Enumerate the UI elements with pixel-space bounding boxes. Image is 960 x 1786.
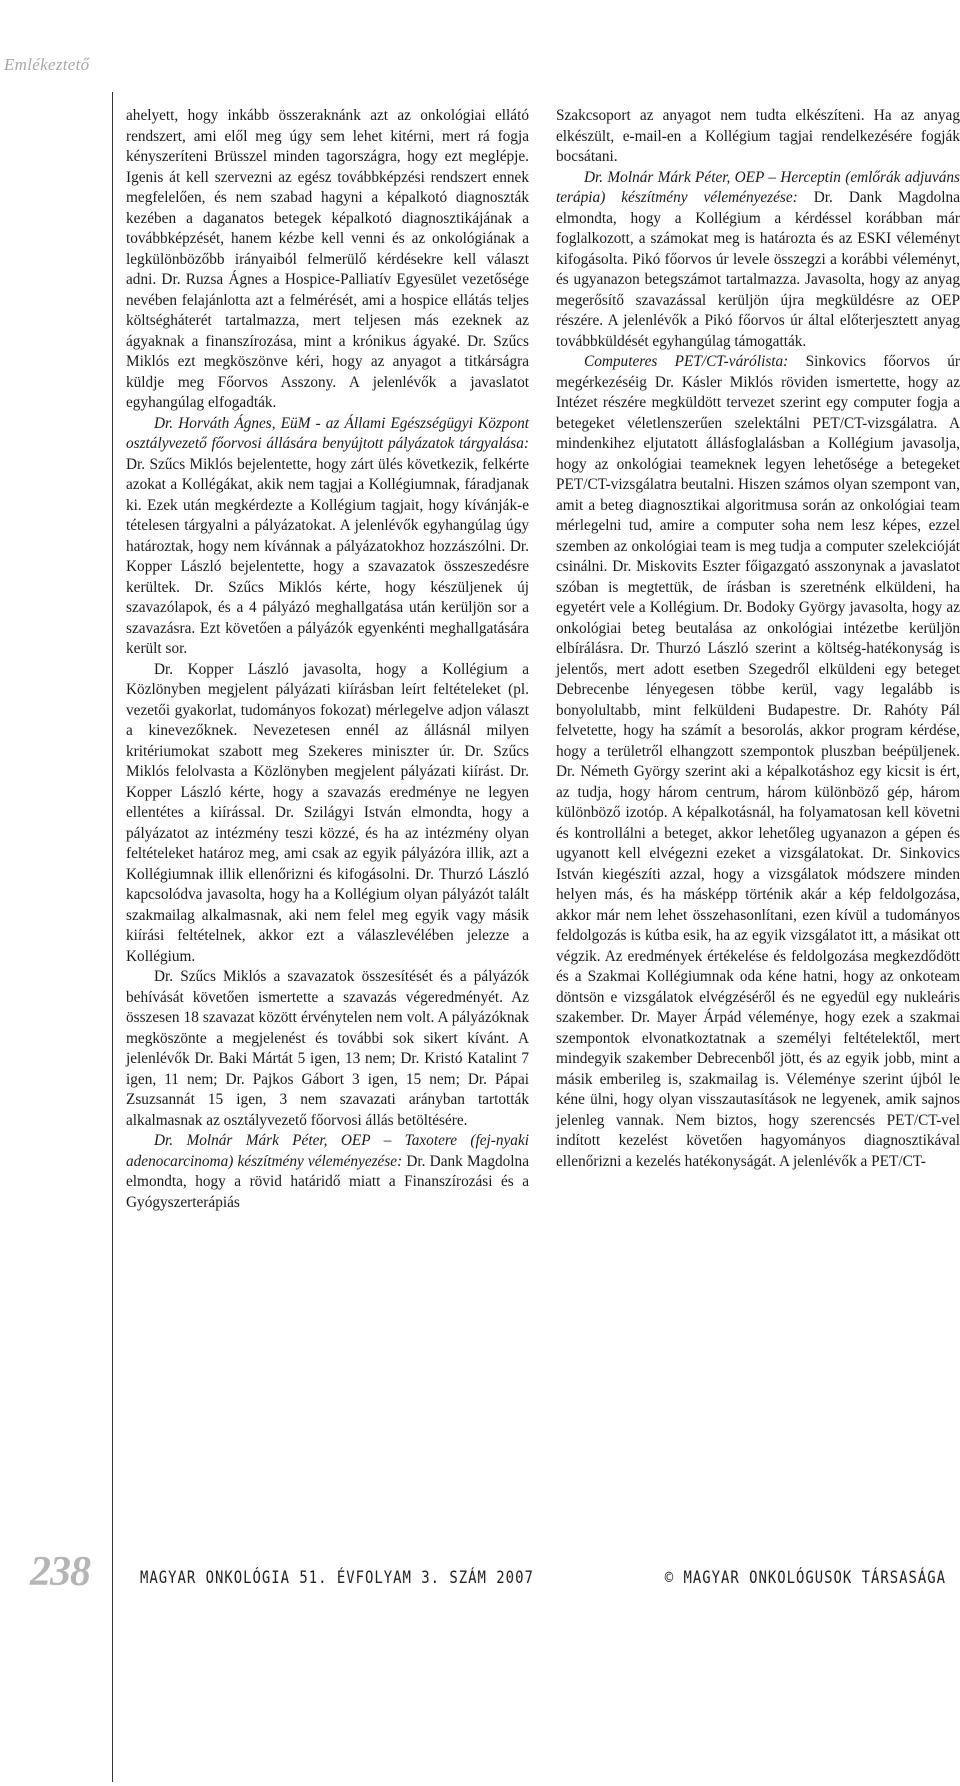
paragraph-text: Dr. Dank Magdolna elmondta, hogy a Kollégium a kérdéssel korábban már foglalkozott, a számokat meg is határozta és az ESKI véleményt kifogásolta. Pikó főorvos úr levele összegzi a korábbi véleményt, és ugyanazon betegszámot tartalmazza. Javasolta, hogy az anyag megerősítő szavazással kerüljön újra megküldésre az OEP részére. A jelenlévők a Pikó főorvos úr által előterjesztett anyag továbbküldését egyhangúlag támogatták. <box>556 189 960 350</box>
paragraph-text: Dr. Szűcs Miklós a szavazatok összesítését és a pályázók behívását követően ismertette a szavazás végeredményét. Az összesen 18 szavazat között érvénytelen nem volt. A pályázóknak megköszönte a megjelenést és további sok sikert kívánt. A jelenlévők Dr. Baki Mártát 5 igen, 13 nem; Dr. Kristó Katalint 7 igen, 11 nem; Dr. Pajkos Gábort 3 igen, 15 nem; Dr. Pápai Zsuzsannát 15 igen, 3 nem szavazati arányban tartották alkalmasnak az osztályvezető főorvosi állás betöltésére. <box>126 968 529 1129</box>
paragraph <box>126 660 529 968</box>
agenda-item-heading: Dr. Horváth Ágnes, EüM - az Állami Egészségügyi Központ osztályvezető főorvosi állására benyújtott pályázatok tárgyalása: <box>126 414 529 452</box>
paragraph-text: ahelyett, hogy inkább összeraknánk azt az onkológiai ellátó rendszert, ami elől meg úgy sem lehet kitérni, mert rá fogja kényszeríteni Brüsszel minden tagországra, hogy ezt meglépje. Igenis át kell szervezni az egész továbbképzési rendszert ennek megfelelően, és nem szabad hagyni a képalkotó diagnoszták kezében a daganatos betegek képalkotó diagnosztikájának a továbbképzését, hanem kézbe kell venni és az onkológiának a legkülönbözőbb irányaiból felmerülő kérdésekre kell választ adni. Dr. Ruzsa Ágnes a Hospice-Palliatív Egyesület vezetősége nevében felajánlotta azt a felmérését, ami a hospice ellátás teljes költségháterét tartalmazza, mert teljesen más ezeknek az ágyaknak a finanszírozása, mint a krónikus ágyaké. Dr. Szűcs Miklós ezt megköszönve kéri, hogy az anyagot a titkárságra küldje meg Főorvos Asszony. A jelenlévők a javaslatot egyhangúlag elfogadták. <box>126 107 529 411</box>
paragraph <box>126 414 529 660</box>
paragraph-text: Dr. Kopper László javasolta, hogy a Kollégium a Közlönyben megjelent pályázati kiírásban leírt feltételeket (pl. vezetői gyakorlat, tudományos fokozat) mérlegelve adjon választ a kinevezőknek. Nevezetesen ennél az állásnál milyen kritériumokat szabott meg Szekeres miniszter úr. Dr. Szűcs Miklós felolvasta a Közlönyben megjelent pályázati kiírást. Dr. Kopper László kérte, hogy a szavazás eredménye ne legyen ellentétes a kiírással. Dr. Szilágyi István elmondta, hogy a pályázatot az intézmény teszi közzé, és ha az intézmény olyan feltételeket határoz meg, ami csak az egyik pályázóra illik, azt a Kollégiumnak illik ellenőrizni és kifogásolni. Dr. Thurzó László kapcsolódva javasolta, hogy ha a Kollégium olyan pályázót talált szakmailag alkalmasnak, aki nem felel meg egyik vagy másik kiírási feltételnek, akkor ezt a válaszlevélében jelezze a Kollégium. <box>126 660 529 965</box>
paragraph <box>556 106 960 168</box>
paragraph-text: Szakcsoport az anyagot nem tudta elkészíteni. Ha az anyag elkészült, e-mail-en a Kollégium tagjai rendelkezésére fogják bocsátani. <box>556 107 960 165</box>
paragraph <box>126 967 529 1131</box>
paragraph-text: Dr. Dank Magdolna elmondta, hogy a rövid határidő miatt a Finanszírozási és a Gyógyszerterápiás <box>126 1152 529 1211</box>
left-column <box>126 106 529 1786</box>
paragraph <box>126 106 529 414</box>
column-rule <box>112 92 113 1782</box>
agenda-item-heading: Computeres PET/CT-várólista: <box>584 353 789 370</box>
right-column <box>556 106 960 1786</box>
paragraph <box>556 168 960 353</box>
journal-footer: MAGYAR ONKOLÓGIA 51. ÉVFOLYAM 3. SZÁM 2007 <box>140 1568 534 1588</box>
paragraph <box>126 1131 529 1213</box>
section-tag: Emlékeztető <box>4 55 90 74</box>
agenda-item-heading: Dr. Molnár Márk Péter, OEP – Herceptin (emlőrák adjuváns terápia) készítmény véleményezése: <box>556 168 960 206</box>
copyright-footer: © MAGYAR ONKOLÓGUSOK TÁRSASÁGA <box>664 1568 946 1588</box>
paragraph <box>556 352 960 1172</box>
paragraph-text: Dr. Szűcs Miklós bejelentette, hogy zárt ülés következik, felkérte azokat a Kollégákat, akik nem tagjai a Kollégiumnak, fáradjanak ki. Ezek után megkérdezte a Kollégium tagjait, hogy kívánják-e tételesen tárgyalni a pályázatokat. A jelenlévők egyhangúlag úgy határoztak, hogy nem kívánnak a pályázatokhoz hozzászólni. Dr. Kopper László bejelentette, hogy a szavazatok összeszedésre kerültek. Dr. Szűcs Miklós kérte, hogy készüljenek új szavazólapok, és a 4 pályázó meghallgatása után kerüljön sor a szavazásra. Ezt követően a pályázók egyenkénti meghallgatására került sor. <box>126 455 529 657</box>
page-number: 238 <box>30 1549 90 1595</box>
paragraph-text: Sinkovics főorvos úr megérkezéséig Dr. Kásler Miklós röviden ismertette, hogy az Intézet részére megküldött tervezet szerint egy computer fogja a betegeket véletlenszerűen szelektálni PET/CT-vizsgálatra. A mindenkihez eljutatott állásfoglalásban a Kollégium javasolja, hogy az onkológiai teameknek legyen lehetősége a betegeket PET/CT-vizsgálatra beutalni. Hiszen számos olyan szempont van, amit a beteg diagnosztikai algoritmusa során az onkológiai team mérlegelni tud, amire a computer soha nem lesz képes, ezzel szemben az onkológiai team is meg tudja a computer szelekcióját csinálni. Dr. Miskovits Eszter főigazgató asszonynak a javaslatot szóban is megtettük, de írásban is szeretnénk elküldeni, ha egyetért vele a Kollégium. Dr. Bodoky György javasolta, hogy az onkológiai beteg beutalása az onkológiai intézetbe kerüljön elbírálásra. Dr. Thurzó László szerint a költség-hatékonyság is jelentős, mert adott esetben Szegedről elküldeni egy beteget Debrecenbe lényegesen többe kerül, vagy legalább is bonyolultabb, mint felküldeni Budapestre. Dr. Rahóty Pál felvetette, hogy ha számít a besorolás, akkor program kérdése, hogy a területről elhangzott szempontok pluszban beépüljenek. Dr. Németh György szerint aki a képalkotáshoz egy kicsit is ért, az tudja, hogy három centrum, három különböző gép, három különböző izotóp. A képalkotásnál, ha folyamatosan kell követni és kontrollálni a beteget, akkor lehetőleg ugyanazon a gépen és ugyanott kell elvégezni ezeket a vizsgálatokat. Dr. Sinkovics István kiegészíti azzal, hogy a vizsgálatok módszere minden helyen más, és ha másképp történik akár a kép feldolgozása, akkor már nem lehet összehasonlítani, ezen kívül a tudományos feldolgozás is kútba esik, ha az egyik vizsgálatot itt, a másikat ott végzik. Az eredmények értékelése és feldolgozása megkezdődött és a Szakmai Kollégiumnak oda kéne hatni, hogy az onkoteam döntsön e vizsgálatok elvégzéséről és ne egyedül egy nukleáris szakember. Dr. Mayer Árpád véleménye, hogy ezek a szakmai szempontok elvonatkoztatnak a személyi feltételektől, mert mindegyik szakember Debrecenből jött, és az egyik jobb, mint a másik emberileg is, szakmailag is. Véleménye szerint újból le kéne ülni, hogy olyan visszautasítások ne legyenek, amik sajnos jelenleg vannak. Nem biztos, hogy szerencsés PET/CT-vel indított kezelést követően hagyományos diagnosztikával ellenőrizni a kezelés hatékonyságát. A jelenlévők a PET/CT- <box>556 353 960 1170</box>
agenda-item-heading: Dr. Molnár Márk Péter, OEP – Taxotere (fej-nyaki adenocarcinoma) készítmény véleményezése: <box>126 1132 529 1170</box>
